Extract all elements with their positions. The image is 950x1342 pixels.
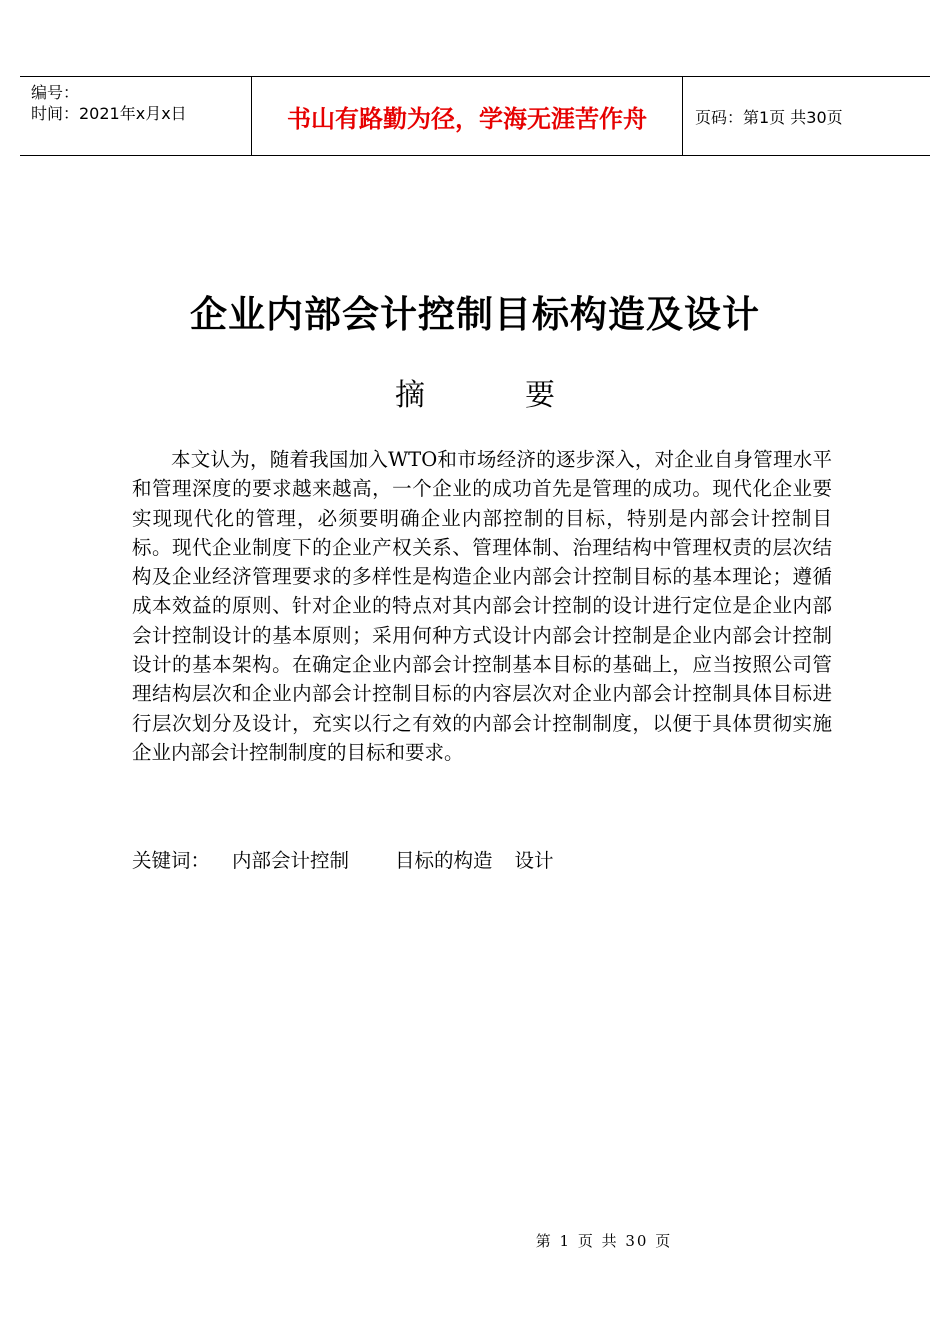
abstract-heading-char-2: 要 [525,378,555,413]
keywords-line [132,845,554,873]
document-number-label: 编号： [31,83,80,102]
abstract-heading-char-1: 摘 [395,378,425,413]
abstract-body: 本文认为，随着我国加入WTO和市场经济的逐步深入，对企业自身管理水平和管理深度的要求越来越高，一个企业的成功首先是管理的成功。现代化企业要实现现代化的管理，必须要明确企业内部控制的目标，特别是内部会计控制目标。现代企业制度下的企业产权关系、管理体制、治理结构中管理权责的层次结构及企业经济管理要求的多样性是构造企业内部会计控制目标的基本理论；遵循成本效益的原则、针对企业的特点对其内部会计控制的设计进行定位是企业内部会计控制设计的基本原则；采用何种方式设计内部会计控制是企业内部会计控制设计的基本架构。在确定企业内部会计控制基本目标的基础上，应当按照公司管理结构层次和企业内部会计控制目标的内容层次对企业内部会计控制具体目标进行层次划分及设计，充实以行之有效的内部会计控制制度，以便于具体贯彻实施企业内部会计控制制度的目标和要求。 [132,448,832,764]
keywords-label: 关键词： [132,849,211,872]
keyword-item: 内部会计控制 [232,849,350,872]
document-time: 时间：2021年x月x日 [31,104,187,123]
keyword-item: 目标的构造 [395,849,493,872]
header-page-cell [683,77,930,155]
header-meta-cell [20,77,252,155]
page-footer: 第 1 页 共 30 页 [535,1232,673,1250]
header-motto-cell [252,77,683,155]
header-table [20,76,930,156]
header-motto: 书山有路勤为径，学海无涯苦作舟 [287,104,647,133]
document-title: 企业内部会计控制目标构造及设计 [190,293,760,336]
abstract-heading [0,370,950,414]
header-page-code: 页码：第1页 共30页 [695,107,843,127]
keyword-item: 设计 [514,849,554,872]
